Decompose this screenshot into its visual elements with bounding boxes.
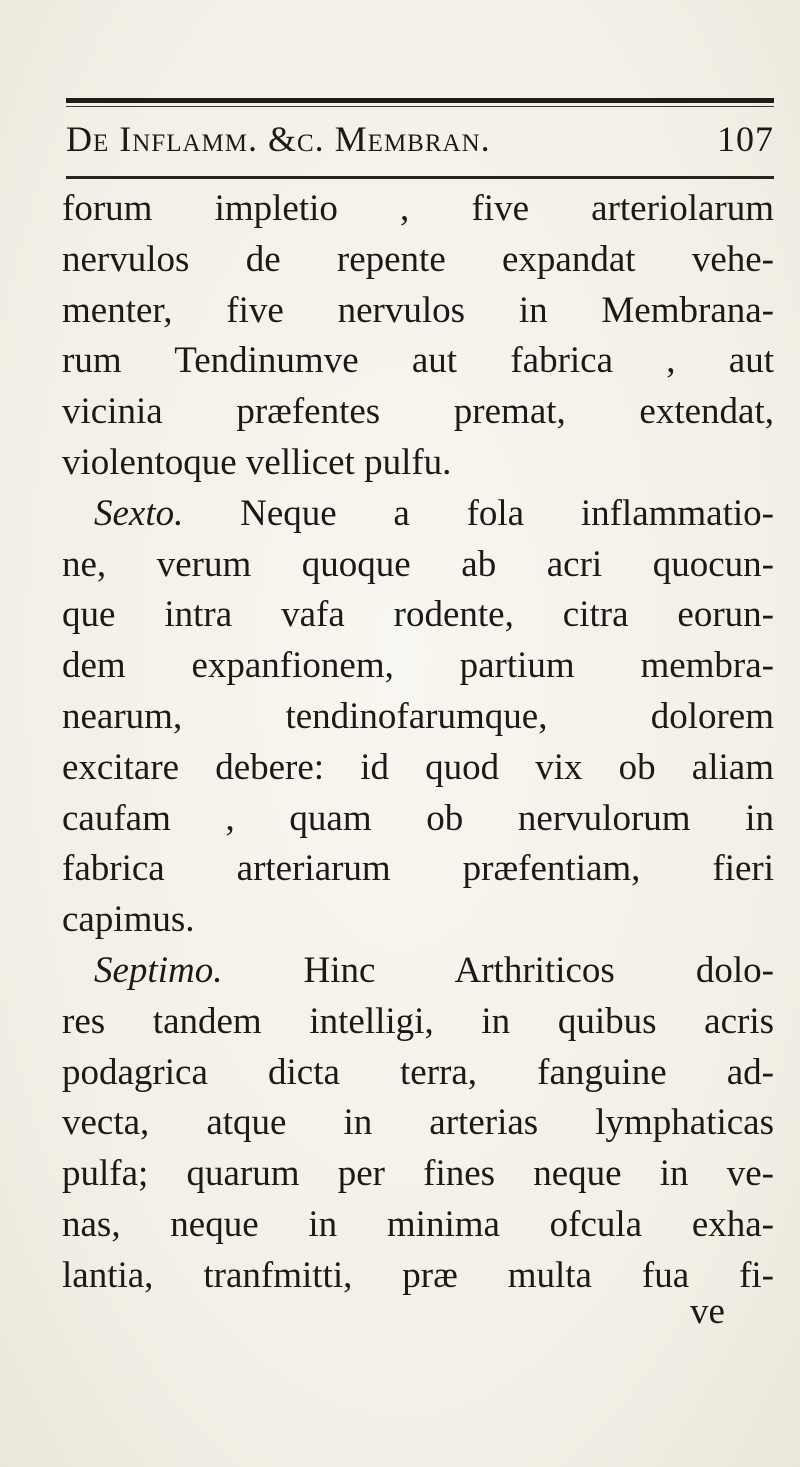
text-line: dem expanfionem, partium membra- [62,645,774,687]
text-line: vecta, atque in arterias lymphaticas [62,1102,774,1144]
text-line: lantia, tranfmitti, præ multa fua fi- [62,1254,774,1296]
text-line: forum impletio , five arteriolarum [62,188,774,229]
text-line: nas, neque in minima ofcula exha- [62,1203,774,1245]
text-line: res tandem intelligi, in quibus acris [62,1000,774,1042]
text-line: pulfa; quarum per fines neque in ve- [62,1153,774,1195]
text-line: violentoque vellicet pulfu. [62,441,452,483]
header-rule-thick [66,98,774,103]
text-line: ne, verum quoque ab acri quocun- [62,543,774,585]
section-lead-word: Sexto. [94,492,184,534]
text-line: nervulos de repente expandat vehe- [62,238,774,280]
text-line: rum Tendinumve aut fabrica , aut [62,340,774,382]
page-number: 107 [717,119,774,159]
text-line: caufam , quam ob nervulorum in [62,797,774,839]
text-line: fabrica arteriarum præfentiam, fieri [62,848,774,890]
text-line: podagrica dicta terra, fanguine ad- [62,1051,774,1093]
text-line-section-start: Sexto. Neque a fola inflammatio- [94,492,774,534]
section-lead-word: Septimo. [94,949,223,991]
catchword: ve [690,1291,725,1332]
running-title: De Inflamm. &c. Membran. [66,119,491,159]
text-line: nearum, tendinofarumque, dolorem [62,695,774,737]
text-line: excitare debere: id quod vix ob aliam [62,746,774,788]
running-header [66,118,774,170]
header-rule-thin [66,106,774,107]
text-line: que intra vafa rodente, citra eorun- [62,594,774,636]
text-line-section-start: Septimo. Hinc Arthriticos dolo- [94,949,774,991]
text-line: capimus. [62,899,195,941]
text-line: menter, five nervulos in Membrana- [62,289,774,331]
header-underline [66,176,774,179]
text-line: vicinia præfentes premat, extendat, [62,391,774,433]
body-text [62,184,774,1302]
